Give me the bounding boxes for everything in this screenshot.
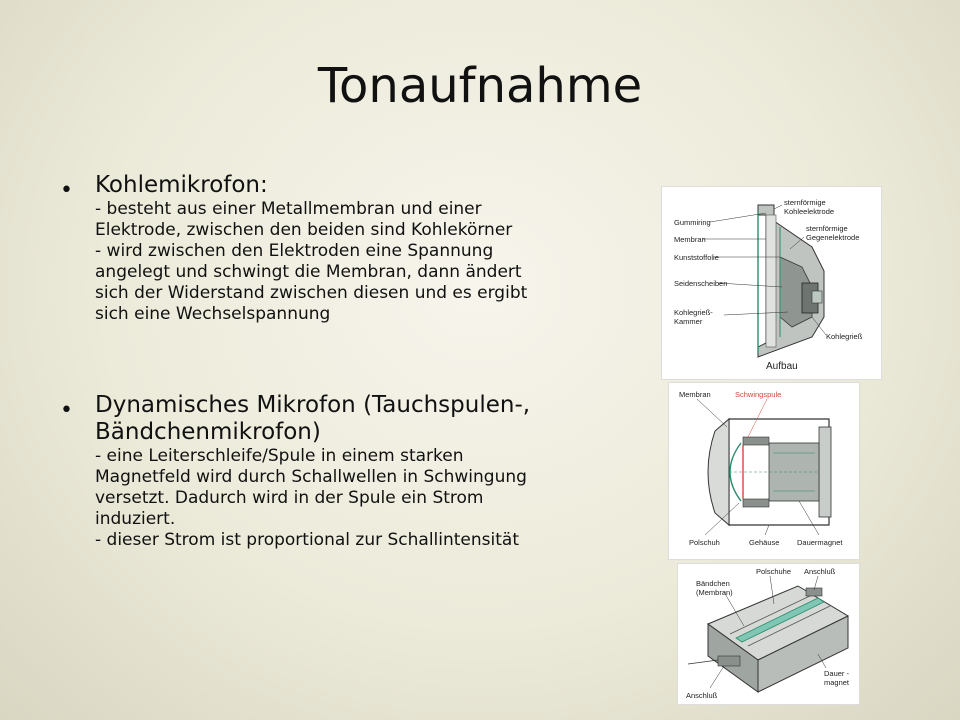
label-sternfoermige-gegenelektrode: sternförmige xyxy=(806,224,848,233)
label-kohlegriess-kammer: Kammer xyxy=(674,317,703,326)
label-kohlegriess-kammer: Kohlegrieß- xyxy=(674,308,713,317)
bullet-line: - wird zwischen den Elektroden eine Spannung xyxy=(95,241,494,261)
label-baendchen: (Membran) xyxy=(696,588,733,597)
label-membran: Membran xyxy=(674,235,706,244)
label-gummiring: Gummiring xyxy=(674,218,711,227)
label-sternfoermige-kohleelektrode: Kohleelektrode xyxy=(784,207,835,216)
label-dauermagnet: Dauermagnet xyxy=(797,538,843,547)
bullet-line: versetzt. Dadurch wird in der Spule ein Strom xyxy=(95,488,484,508)
slide-title: Tonaufnahme xyxy=(317,58,643,114)
bullet-line: - eine Leiterschleife/Spule in einem starken xyxy=(95,446,464,466)
label-dauermagnet: Dauer - xyxy=(824,669,850,678)
bullet-line: - dieser Strom ist proportional zur Schallintensität xyxy=(95,530,519,550)
label-anschluss-top: Anschluß xyxy=(804,567,836,576)
label-aufbau: Aufbau xyxy=(766,361,798,372)
label-membran: Membran xyxy=(679,390,711,399)
bullet-line: - besteht aus einer Metallmembran und einer xyxy=(95,199,482,219)
label-kunststoffolie: Kunststoffolie xyxy=(674,253,719,262)
bullet-line: sich eine Wechselspannung xyxy=(95,304,331,324)
bullet-heading: Dynamisches Mikrofon (Tauchspulen-, xyxy=(95,392,531,418)
label-gehaeuse: Gehäuse xyxy=(749,538,780,547)
bullet-line: angelegt und schwingt die Membran, dann ändert xyxy=(95,262,522,282)
label-polschuhe: Polschuhe xyxy=(756,567,792,576)
bullet-line: sich der Widerstand zwischen diesen und es ergibt xyxy=(95,283,528,303)
bullet-line: Elektrode, zwischen den beiden sind Kohlekörner xyxy=(95,220,513,240)
bullet-dot: • xyxy=(60,398,73,423)
bullet-line: induziert. xyxy=(95,509,176,529)
bullet-line: Magnetfeld wird durch Schallwellen in Schwingung xyxy=(95,467,527,487)
label-seidenscheiben: Seidenscheiben xyxy=(674,279,728,288)
bullet-heading: Kohlemikrofon: xyxy=(95,172,268,198)
bullet-heading: Bändchenmikrofon) xyxy=(95,419,321,445)
label-sternfoermige-gegenelektrode: Gegenelektrode xyxy=(806,233,860,242)
bullet-dynamic-microphone xyxy=(60,392,650,551)
dynamic-microphone-diagram xyxy=(668,382,860,560)
carbon-microphone-diagram xyxy=(661,186,882,380)
label-dauermagnet: magnet xyxy=(824,678,850,687)
ribbon-microphone-diagram xyxy=(677,563,860,705)
label-kohlegriess: Kohlegrieß xyxy=(826,332,863,341)
label-baendchen: Bändchen xyxy=(696,579,730,588)
label-schwingspule: Schwingspule xyxy=(735,390,782,399)
label-anschluss-bottom: Anschluß xyxy=(686,691,718,700)
bullet-dot: • xyxy=(60,178,73,203)
bullet-carbon-microphone xyxy=(60,172,650,325)
label-sternfoermige-kohleelektrode: sternförmige xyxy=(784,198,826,207)
label-polschuh: Polschuh xyxy=(689,538,720,547)
